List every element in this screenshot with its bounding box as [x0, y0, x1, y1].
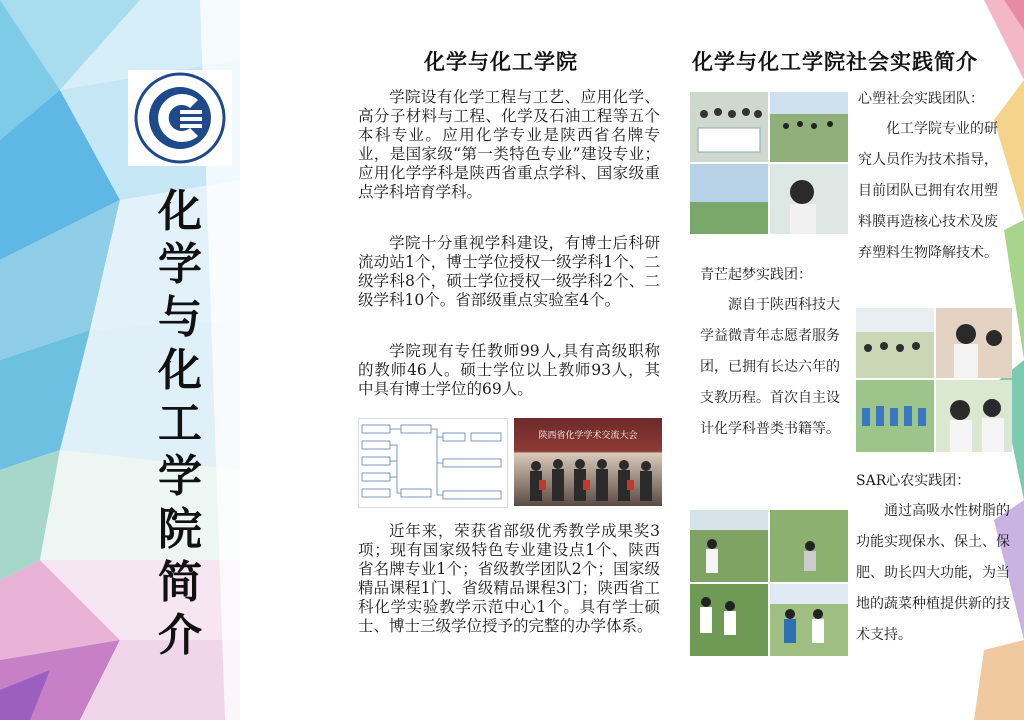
team2-photo-collage [856, 308, 1012, 452]
vtitle-char: 学 [158, 239, 202, 290]
college-emblem-icon [128, 70, 232, 166]
vtitle-char: 介 [158, 610, 202, 661]
vtitle-char: 化 [158, 186, 202, 237]
team1-description: 化工学院专业的研究人员作为技术指导，目前团队已拥有农用塑料膜再造核心技术及废弃塑料生物降解技术。 [858, 121, 998, 261]
vtitle-char: 简 [158, 557, 202, 608]
team2-name: 青芒起梦实践团： [700, 267, 812, 283]
college-paragraph-1: 学院设有化学工程与工艺、应用化学、高分子材料与工程、化学及石油工程等五个本科专业。应用化学专业是陕西省名牌专业，是国家级“第一类特色专业”建设专业；应用化学学科是陕西省重点学科、国家级重点学科培育学科。 [358, 88, 660, 201]
team1-photo-collage [690, 92, 848, 234]
college-logo [128, 70, 232, 166]
team1-name: 心塑社会实践团队： [858, 91, 984, 107]
conference-photo [514, 418, 662, 506]
team3-description: 通过高吸水性树脂的功能实现保水、保土、保肥、助长四大功能，为当地的蔬菜种植提供新的技术支持。 [856, 503, 1010, 643]
social-practice-title: 化学与化工学院社会实践简介 [692, 49, 978, 74]
conference-banner-text: 陕西省化学学术交流大会 [538, 431, 638, 441]
vtitle-char: 院 [158, 504, 202, 555]
vtitle-char: 工 [158, 398, 202, 449]
vertical-title [150, 185, 210, 662]
vtitle-char: 学 [158, 451, 202, 502]
college-paragraph-3: 学院现有专任教师99人,具有高级职称的教师46人。硕士学位以上教师93人，其中具有博士学位的69人。 [358, 342, 660, 398]
team3-name: SAR心农实践团： [856, 473, 971, 489]
team3-photo-collage [690, 510, 848, 656]
college-paragraph-2: 学院十分重视学科建设，有博士后科研流动站1个，博士学位授权一级学科1个、二级学科8个，硕士学位授权一级学科2个、二级学科10个。省部级重点实验室4个。 [358, 234, 660, 309]
org-chart-image [358, 418, 508, 508]
vtitle-char: 与 [158, 292, 202, 343]
team2-description: 源自于陕西科技大学益微青年志愿者服务团，已拥有长达六年的支教历程。首次自主设计化学科普类书籍等。 [700, 297, 840, 437]
vtitle-char: 化 [158, 345, 202, 396]
college-paragraph-4: 近年来，荣获省部级优秀教学成果奖3项；现有国家级特色专业建设点1个、陕西省名牌专业1个；省级教学团队2个；国家级精品课程1门、省级精品课程3门；陕西省工科化学实验教学示范中心1个。具有学士硕士、博士三级学位授予的完整的办学体系。 [358, 522, 660, 635]
college-title: 化学与化工学院 [424, 49, 578, 74]
